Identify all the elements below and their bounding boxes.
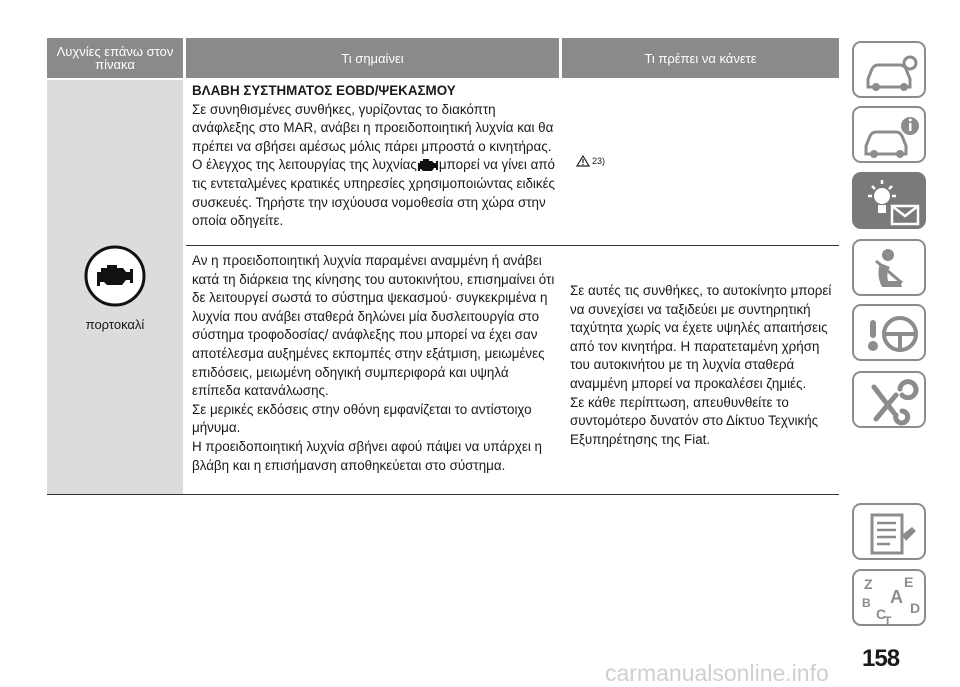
svg-text:C: C bbox=[876, 606, 887, 622]
tab-wrench-maintenance[interactable] bbox=[852, 371, 926, 428]
warning-reference bbox=[576, 155, 605, 167]
lamp-column bbox=[47, 80, 183, 494]
tab-warning-lights-messages[interactable] bbox=[852, 172, 926, 229]
car-info-icon bbox=[854, 108, 928, 165]
row2-paragraph-3: Η προειδοποιητική λυχνία σβήνει αφού πάψει να υπάρχει η βλάβη και η επισήμανση αποθηκεύεται στο σύστημα. bbox=[192, 438, 542, 473]
svg-text:B: B bbox=[862, 596, 871, 610]
row1-paragraph-1: Σε συνηθισμένες συνθήκες, γυρίζοντας το διακόπτη ανάφλεξης στο MAR, ανάβει η προειδοποιητική λυχνία και θα πρέπει να σβήσει αμέσως μόλις πάρει μπροστά ο κινητήρας. bbox=[192, 101, 554, 154]
tab-car-overview[interactable] bbox=[852, 41, 926, 98]
seat-safety-icon bbox=[854, 241, 928, 298]
warning-lights-messages-icon bbox=[854, 174, 928, 231]
warning-reference-number: 23) bbox=[592, 156, 606, 166]
page-number: 158 bbox=[862, 645, 900, 672]
watermark: carmanualsonline.info bbox=[605, 660, 829, 686]
header-meaning: Τι σημαίνει bbox=[186, 38, 559, 78]
svg-text:T: T bbox=[884, 614, 892, 628]
car-overview-icon bbox=[854, 43, 928, 100]
tab-seat-safety[interactable] bbox=[852, 239, 926, 296]
steering-wheel-driving-icon bbox=[854, 306, 928, 363]
row2-action-paragraph-1: Σε αυτές τις συνθήκες, το αυτοκίνητο μπορεί να συνεχίσει να ταξιδεύει με συντηρητική ταχύτητα χωρίς να έχετε υψηλές απαιτήσεις από τον κινητήρα. Η παρατεταμένη χρήση του αυτοκινήτου με τη λυχνία σταθερά αναμμένη μπορεί να προκαλέσει ζημιές. bbox=[570, 283, 832, 391]
alphabetical-index-icon bbox=[854, 571, 928, 628]
row1-paragraph-2-end: μπορεί να γίνει από τις εντεταλμένες κρατικές υπηρεσίες χρησιμοποιώντας ειδικές συσκευές. Τηρήστε την ισχύουσα νομοθεσία στη χώρα στην οποία οδηγείτε. bbox=[192, 157, 555, 229]
tab-alphabetical-index[interactable] bbox=[852, 569, 926, 626]
row1-meaning bbox=[192, 82, 556, 231]
wrench-maintenance-icon bbox=[854, 373, 928, 430]
row2-action bbox=[570, 282, 835, 449]
row-divider bbox=[186, 245, 839, 246]
tab-car-info[interactable] bbox=[852, 106, 926, 163]
tab-steering-wheel-driving[interactable] bbox=[852, 304, 926, 361]
row1-paragraph-2 bbox=[192, 156, 556, 230]
svg-text:D: D bbox=[910, 600, 921, 616]
row1-title: ΒΛΑΒΗ ΣΥΣΤΗΜΑΤΟΣ EOBD/ΨΕΚΑΣΜΟΥ bbox=[192, 83, 456, 98]
svg-text:E: E bbox=[904, 574, 914, 590]
row2-action-paragraph-2: Σε κάθε περίπτωση, απευθυνθείτε το συντομότερο δυνατόν στο Δίκτυο Τεχνικής Εξυπηρέτησης της Fiat. bbox=[570, 394, 819, 447]
header-lamps: Λυχνίες επάνω στον πίνακα bbox=[47, 38, 183, 78]
header-action: Τι πρέπει να κάνετε bbox=[562, 38, 839, 78]
table-bottom-rule bbox=[47, 494, 839, 495]
lamp-color-label: πορτοκαλί bbox=[85, 317, 145, 332]
warning-triangle-icon bbox=[576, 155, 590, 167]
row2-paragraph-1: Αν η προειδοποιητική λυχνία παραμένει αναμμένη ή ανάβει κατά τη διάρκεια της κίνησης του αυτοκινήτου, επισημαίνει ότι δε λειτουργεί σωστά το σύστημα ψεκασμού· συγκεκριμένα η λυχνία που ανάβει σταθερά δηλώνει μία δυσλειτουργία στο σύστημα τροφοδοσίας/ ανάφλεξης που μπορεί να έχει σαν αποτέλεσμα αυξημένες εκπομπές στην εξάτμιση, μειωμένες επιδόσεις, μειωμένη οδηγική συμπεριφορά και υψηλά επίπεδα κατανάλωσης. bbox=[192, 253, 555, 399]
svg-text:A: A bbox=[890, 587, 903, 607]
row2-paragraph-2: Σε μερικές εκδόσεις στην οθόνη εμφανίζεται το αντίστοιχο μήνυμα. bbox=[192, 401, 532, 436]
engine-check-inline-icon bbox=[417, 157, 439, 171]
engine-check-icon bbox=[83, 244, 147, 308]
row1-paragraph-2-start: Ο έλεγχος της λειτουργίας της λυχνίας bbox=[192, 157, 417, 173]
tab-technical-data[interactable] bbox=[852, 503, 926, 560]
row2-meaning bbox=[192, 252, 558, 475]
svg-text:Z: Z bbox=[864, 576, 873, 592]
technical-data-list-icon bbox=[854, 505, 928, 562]
